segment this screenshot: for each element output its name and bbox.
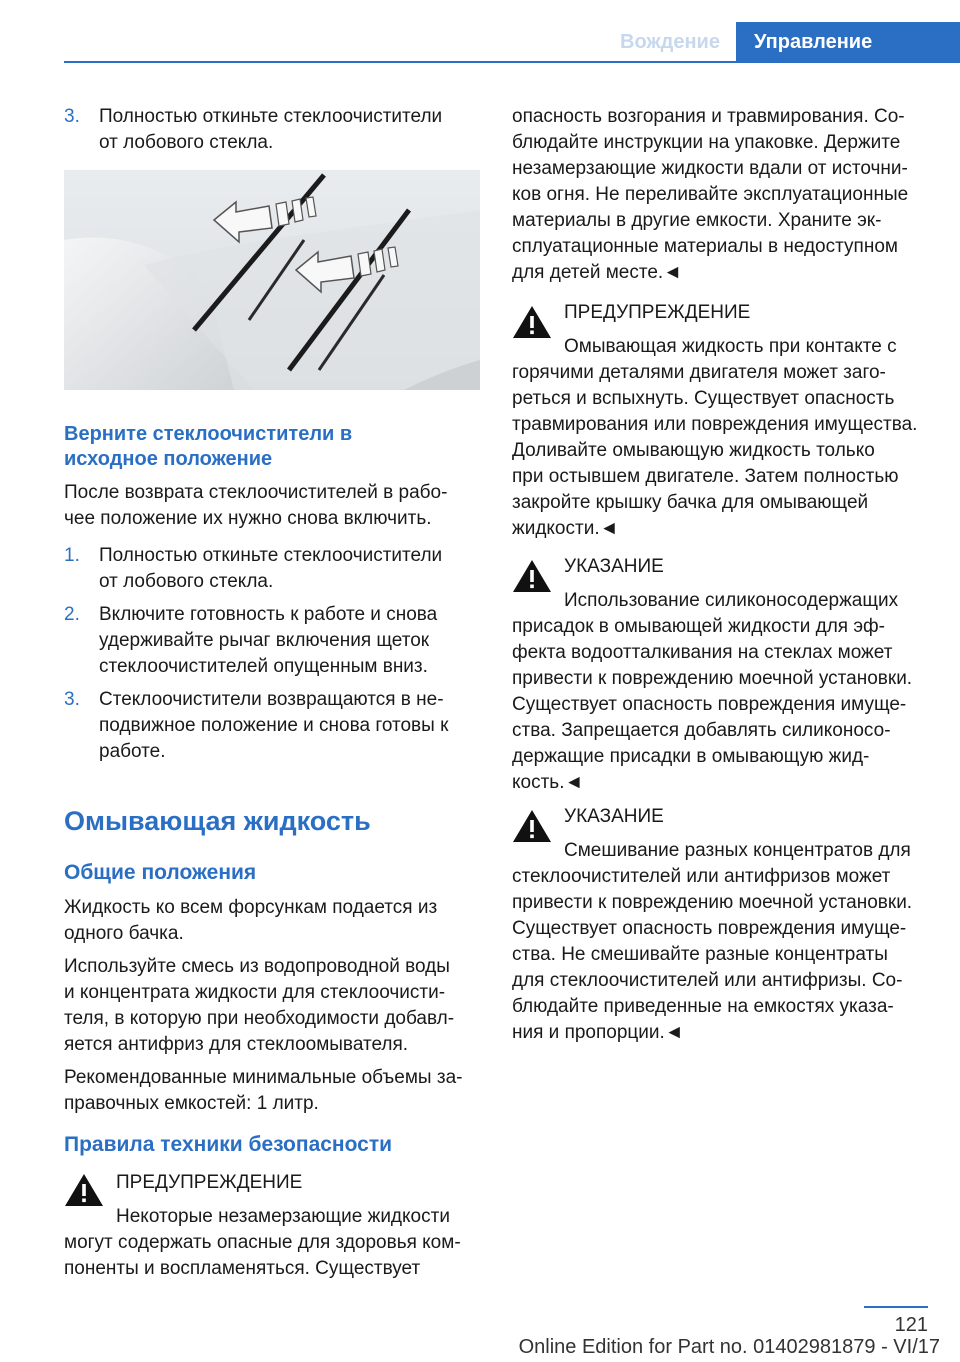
warning-text: Некоторые незамерзающие жидкости <box>116 1206 450 1227</box>
warning-text: при остывшем двигателе. Затем полностью <box>512 466 899 487</box>
paragraph: яется антифриз для стеклоомывателя. <box>64 1034 409 1055</box>
step-text: подвижное положение и снова готовы к <box>99 715 449 736</box>
warning-icon <box>512 558 552 594</box>
notice-text: присадок в омывающей жидкости для эф- <box>512 616 886 637</box>
step-text: Полностью откиньте стеклоочистители <box>99 545 443 566</box>
notice-text: стеклоочистителей или антифризов может <box>512 866 891 887</box>
warning-text: материалы в другие емкости. Храните эк- <box>512 210 882 231</box>
paragraph: теля, в которую при необходимости добавл- <box>64 1008 455 1029</box>
warning-text: жидкости.◄ <box>512 518 619 539</box>
step-text: стеклоочистителей опущенным вниз. <box>99 656 428 677</box>
warning-text: незамерзающие жидкости вдали от источни- <box>512 158 908 179</box>
step-text: от лобового стекла. <box>99 571 274 592</box>
warning-text: опасность возгорания и травмирования. Со- <box>512 106 905 127</box>
warning-text: реться и вспыхнуть. Существует опасность <box>512 388 895 409</box>
notice-text: Существует опасность повреждения имуще- <box>512 918 907 939</box>
step-text: Включите готовность к работе и снова <box>99 604 438 625</box>
warning-text: горячими деталями двигателя может заго- <box>512 362 886 383</box>
warning-icon <box>64 1172 104 1208</box>
footer-divider <box>864 1306 928 1308</box>
notice-text: привести к повреждению моечной установки. <box>512 892 913 913</box>
chapter-heading: Омывающая жидкость <box>64 806 371 836</box>
notice-text: фекта водоотталкивания на стеклах может <box>512 642 893 663</box>
warning-title: ПРЕДУПРЕЖДЕНИЕ <box>116 1172 303 1193</box>
step-text: от лобового стекла. <box>99 132 274 153</box>
step-text: Стеклоочистители возвращаются в не- <box>99 689 444 710</box>
page-number: 121 <box>894 1314 928 1336</box>
warning-text: сплуатационные материалы в недоступном <box>512 236 898 257</box>
warning-icon <box>512 808 552 844</box>
step-text: Полностью откиньте стеклоочистители <box>99 106 443 127</box>
tab-driving[interactable]: Вождение <box>620 31 720 53</box>
step-text: удерживайте рычаг включения щеток <box>99 630 430 651</box>
step-number: 1. <box>64 545 80 566</box>
warning-text: могут содержать опасные для здоровья ком- <box>64 1232 461 1253</box>
paragraph: Жидкость ко всем форсункам подается из <box>64 897 438 918</box>
warning-icon <box>512 304 552 340</box>
paragraph: чее положение их нужно снова включить. <box>64 508 432 529</box>
tab-controls[interactable]: Управление <box>736 22 960 62</box>
notice-text: ния и пропорции.◄ <box>512 1022 684 1043</box>
edition-text: Online Edition for Part no. 01402981879 - VI/17 <box>518 1336 940 1358</box>
step-number: 3. <box>64 689 80 710</box>
step-number: 3. <box>64 106 80 127</box>
notice-text: кость.◄ <box>512 772 584 793</box>
notice-text: ства. Запрещается добавлять силиконосо- <box>512 720 891 741</box>
section-heading: Правила техники безопасности <box>64 1133 393 1156</box>
notice-text: блюдайте приведенные на емкостях указа- <box>512 996 894 1017</box>
notice-text: для стеклоочистителей или антифризы. Со- <box>512 970 903 991</box>
page-header <box>0 0 960 62</box>
header-divider <box>64 61 960 63</box>
warning-text: Омывающая жидкость при контакте с <box>564 336 897 357</box>
warning-text: ков огня. Не переливайте эксплуатационные <box>512 184 909 205</box>
wiper-illustration <box>64 170 480 390</box>
warning-text: поненты и воспламеняться. Существует <box>64 1258 421 1279</box>
notice-text: держащие присадки в омывающую жид- <box>512 746 870 767</box>
warning-text: для детей месте.◄ <box>512 262 682 283</box>
warning-text: травмирования или повреждения имущества. <box>512 414 918 435</box>
notice-title: УКАЗАНИЕ <box>564 556 664 577</box>
warning-text: Доливайте омывающую жидкость только <box>512 440 875 461</box>
notice-text: Смешивание разных концентратов для <box>564 840 911 861</box>
notice-text: Существует опасность повреждения имуще- <box>512 694 907 715</box>
paragraph: правочных емкостей: 1 литр. <box>64 1093 319 1114</box>
notice-text: Использование силиконосодержащих <box>564 590 899 611</box>
paragraph: Используйте смесь из водопроводной воды <box>64 956 450 977</box>
section-heading: Общие положения <box>64 861 257 884</box>
paragraph: После возврата стеклоочистителей в рабо- <box>64 482 448 503</box>
step-number: 2. <box>64 604 80 625</box>
paragraph: одного бачка. <box>64 923 184 944</box>
step-text: работе. <box>99 741 166 762</box>
warning-text: блюдайте инструкции на упаковке. Держите <box>512 132 901 153</box>
warning-title: ПРЕДУПРЕЖДЕНИЕ <box>564 302 751 323</box>
paragraph: Рекомендованные минимальные объемы за- <box>64 1067 463 1088</box>
warning-text: закройте крышку бачка для омывающей <box>512 492 869 513</box>
notice-title: УКАЗАНИЕ <box>564 806 664 827</box>
paragraph: и концентрата жидкости для стеклоочисти- <box>64 982 446 1003</box>
section-heading: Верните стеклоочистители в исходное положение <box>64 423 353 470</box>
notice-text: ства. Не смешивайте разные концентраты <box>512 944 888 965</box>
notice-text: привести к повреждению моечной установки. <box>512 668 913 689</box>
